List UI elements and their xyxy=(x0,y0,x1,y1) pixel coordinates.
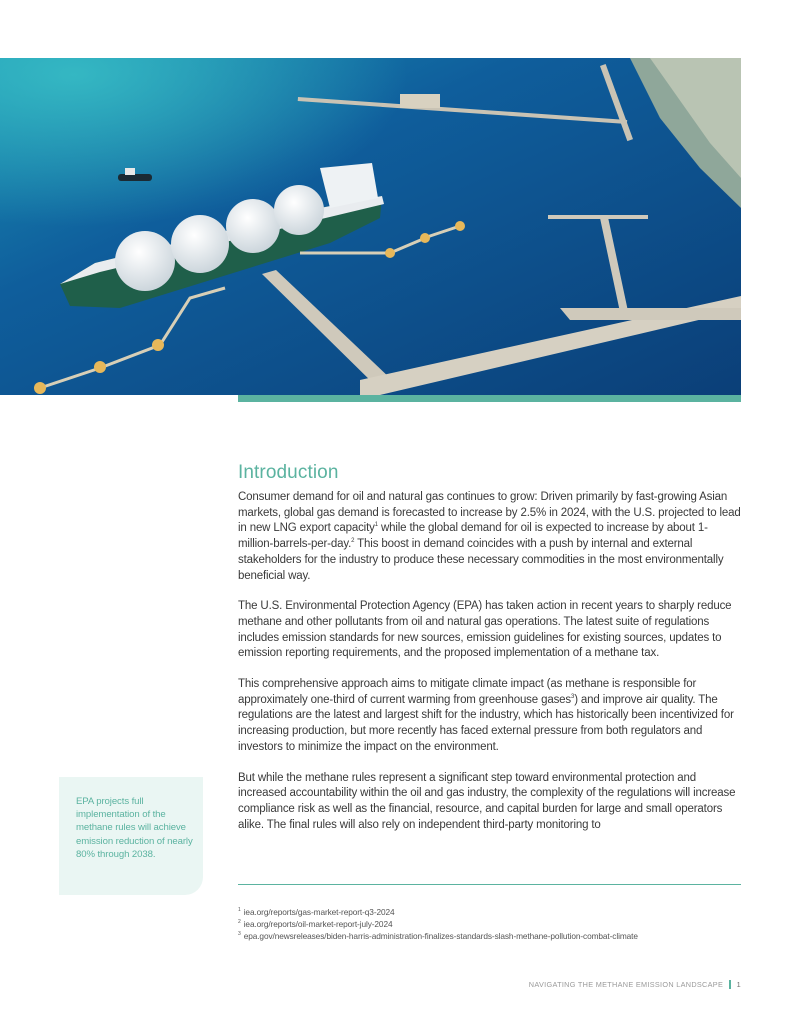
callout-text: EPA projects full implementation of the methane rules will achieve emission reduction of nearly 80% through 2038. xyxy=(76,796,193,860)
footnote-ref: 2 xyxy=(351,538,355,545)
footnote xyxy=(238,931,741,943)
callout-box xyxy=(59,777,203,895)
footer-title: NAVIGATING THE METHANE EMISSION LANDSCAPE xyxy=(528,980,724,989)
intro-paragraph xyxy=(238,599,741,662)
footnote-ref: 1 xyxy=(374,522,378,529)
footnote-divider xyxy=(238,884,741,885)
footer-separator xyxy=(729,980,731,989)
paragraph-text: This comprehensive approach aims to mitigate climate impact (as methane is responsible for approximately one-third of current warming from greenhouse gases xyxy=(238,678,697,706)
intro-paragraphs xyxy=(238,490,741,833)
footnote-link[interactable]: iea.org/reports/oil-market-report-july-2024 xyxy=(243,918,393,929)
paragraph-text: This boost in demand coincides with a push by internal and external stakeholders for the industry to produce these necessary commodities in the most environmentally beneficial way. xyxy=(238,538,724,582)
page-footer xyxy=(529,980,741,989)
footnotes xyxy=(238,907,741,942)
footnote-number: 1 xyxy=(238,907,241,914)
intro-paragraph xyxy=(238,677,741,756)
intro-section xyxy=(238,462,741,848)
intro-paragraph xyxy=(238,490,741,584)
footnote-ref: 3 xyxy=(571,693,575,700)
paragraph-text: The U.S. Environmental Protection Agency (EPA) has taken action in recent years to sharply reduce methane and other pollutants from oil and natural gas operations. The latest suite of regulations includes emission standards for new sources, emission guidelines for existing sources, updates to emission reporting requirements, and the proposed implementation of a methane tax. xyxy=(238,600,732,660)
hero-accent-bar xyxy=(238,395,741,402)
footnote xyxy=(238,907,741,919)
paragraph-text: while the global demand for oil is expected to increase by about 1-million-barrels-per-day. xyxy=(238,522,708,551)
footnote-number: 3 xyxy=(238,930,241,937)
page-number: 1 xyxy=(736,980,741,989)
paragraph-text: ) and improve air quality. The regulations are the latest and largest shift for the industry, which has historically been incentivized for increasing production, but more recently has faced external pressure from both regulators and investors to minimize the impact on the environment. xyxy=(238,693,734,753)
footnote-link[interactable]: epa.gov/newsreleases/biden-harris-administration-finalizes-standards-slash-methane-pollution-combat-climate xyxy=(243,930,638,941)
footnote-link[interactable]: iea.org/reports/gas-market-report-q3-2024 xyxy=(243,907,395,917)
hero-image xyxy=(0,58,741,395)
footnote xyxy=(238,919,741,931)
section-heading: Introduction xyxy=(238,462,339,483)
paragraph-text: But while the methane rules represent a significant step toward environmental protection and increased accountability within the oil and gas industry, the complexity of the regulations will increase compliance risk as well as the financial, resource, and capital burden for large and small operators alike. The final rules will also rely on independent third-party monitoring to xyxy=(238,771,736,831)
paragraph-text: Consumer demand for oil and natural gas continues to grow: Driven primarily by fast-growing Asian markets, global gas demand is forecasted to increase by 2.5% in 2024, with the U.S. projected to lead in new LNG export capacity xyxy=(238,491,741,535)
intro-paragraph xyxy=(238,771,741,834)
footnote-number: 2 xyxy=(238,919,241,926)
